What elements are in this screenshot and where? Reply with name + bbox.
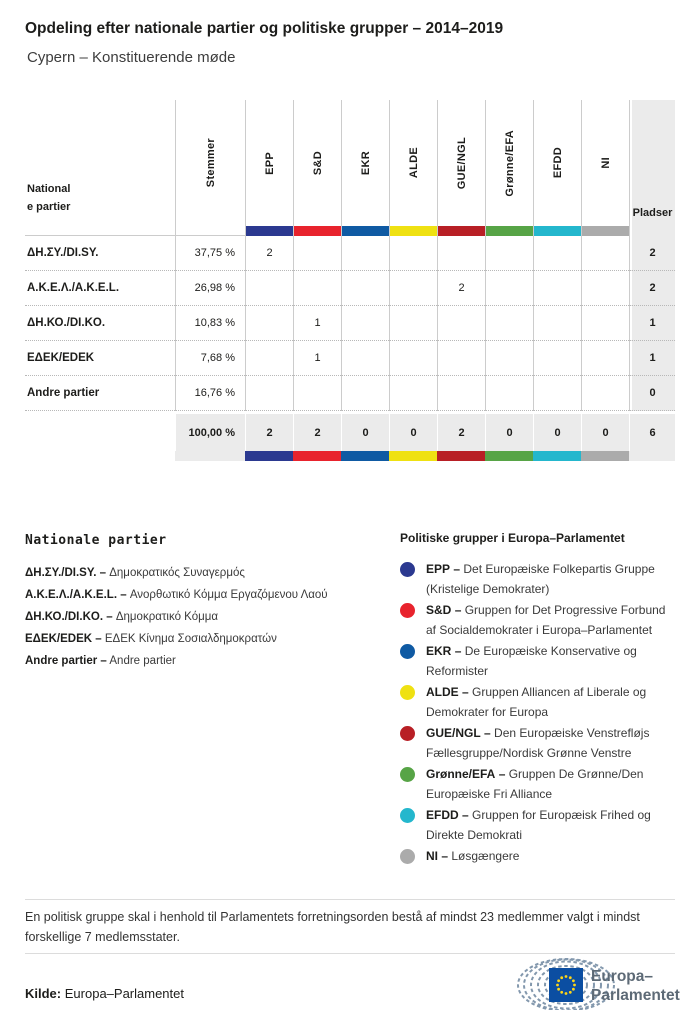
seats-cell bbox=[533, 376, 581, 411]
header-group-epp: EPP bbox=[245, 100, 293, 226]
seats-cell bbox=[341, 306, 389, 341]
header-underline bbox=[25, 226, 175, 236]
seats-cell bbox=[245, 341, 293, 376]
seats-cell bbox=[245, 306, 293, 341]
page-title: Opdeling efter nationale partier og politiske grupper – 2014–2019 bbox=[25, 20, 504, 37]
header-stemmer: Stemmer bbox=[175, 100, 245, 226]
legend-item: Grønne/EFA – Gruppen De Grønne/Den Europæiske Fri Alliance bbox=[400, 765, 678, 804]
totals-seats: 2 bbox=[437, 414, 485, 451]
header-group-alde: ALDE bbox=[389, 100, 437, 226]
group-color-bar-sd bbox=[293, 451, 341, 461]
eu-flag-icon bbox=[549, 968, 583, 1002]
group-color-bar-ni bbox=[581, 226, 629, 236]
seats-cell bbox=[341, 376, 389, 411]
seats-cell bbox=[485, 271, 533, 306]
european-parliament-logo bbox=[510, 958, 680, 1010]
divider bbox=[25, 899, 675, 900]
header-group-sd: S&D bbox=[293, 100, 341, 226]
header-group-ni: NI bbox=[581, 100, 629, 226]
seats-cell bbox=[293, 376, 341, 411]
header-national-parties: National e partier bbox=[27, 183, 71, 213]
source-value: Europa–Parlamentet bbox=[64, 986, 184, 1001]
legend-national-heading: Nationale partier bbox=[25, 533, 167, 548]
group-color-bar-sd bbox=[293, 226, 341, 236]
party-name: ΕΔΕΚ/EDEK bbox=[25, 341, 175, 376]
seats-cell bbox=[581, 341, 629, 376]
totals-seats: 0 bbox=[581, 414, 629, 451]
source-label: Kilde: bbox=[25, 986, 62, 1001]
legend-item: EKR – De Europæiske Konservative og Reformister bbox=[400, 642, 678, 681]
group-color-bar-greensefa bbox=[485, 226, 533, 236]
legend-item: S&D – Gruppen for Det Progressive Forbund af Socialdemokrater i Europa–Parlamentet bbox=[400, 601, 678, 640]
group-color-bar-ni bbox=[581, 451, 629, 461]
legend-item: NI – Løsgængere bbox=[400, 847, 678, 867]
results-table bbox=[25, 100, 675, 461]
color-dot-efdd bbox=[400, 808, 415, 823]
totals-seats: 0 bbox=[533, 414, 581, 451]
votes-cell: 26,98 % bbox=[175, 271, 245, 306]
totals-bar-right bbox=[629, 451, 675, 461]
group-color-bar-efdd bbox=[533, 451, 581, 461]
color-dot-guengl bbox=[400, 726, 415, 741]
seats-cell bbox=[533, 271, 581, 306]
seats-cell bbox=[437, 376, 485, 411]
seats-cell bbox=[581, 271, 629, 306]
header-underline bbox=[175, 226, 245, 236]
legend-national-parties bbox=[25, 533, 390, 672]
source-line bbox=[25, 986, 184, 1001]
color-dot-sd bbox=[400, 603, 415, 618]
seats-cell bbox=[485, 236, 533, 271]
total-seats-cell: 2 bbox=[629, 271, 675, 306]
seats-cell: 2 bbox=[245, 236, 293, 271]
spacer bbox=[25, 451, 175, 461]
group-color-bar-ekr bbox=[341, 226, 389, 236]
seats-cell bbox=[293, 236, 341, 271]
pladser-column-bg bbox=[629, 226, 675, 236]
seats-cell: 2 bbox=[437, 271, 485, 306]
seats-cell bbox=[437, 306, 485, 341]
votes-cell: 16,76 % bbox=[175, 376, 245, 411]
legend-groups-heading: Politiske grupper i Europa–Parlamentet bbox=[400, 531, 625, 545]
color-dot-ekr bbox=[400, 644, 415, 659]
seats-cell bbox=[389, 271, 437, 306]
color-dot-alde bbox=[400, 685, 415, 700]
header-group-efdd: EFDD bbox=[533, 100, 581, 226]
seats-cell bbox=[533, 341, 581, 376]
group-color-bar-efdd bbox=[533, 226, 581, 236]
seats-cell bbox=[389, 306, 437, 341]
page-subtitle: Cypern – Konstituerende møde bbox=[27, 49, 236, 66]
totals-seats: 0 bbox=[341, 414, 389, 451]
party-name: Andre partier bbox=[25, 376, 175, 411]
totals-votes: 100,00 % bbox=[175, 414, 245, 451]
header-pladser: Pladser bbox=[629, 100, 675, 226]
party-name: Α.Κ.Ε.Λ./A.K.E.L. bbox=[25, 271, 175, 306]
color-dot-greensefa bbox=[400, 767, 415, 782]
legend-item: EFDD – Gruppen for Europæisk Frihed og Direkte Demokrati bbox=[400, 806, 678, 845]
seats-cell: 1 bbox=[293, 341, 341, 376]
totals-seats: 0 bbox=[389, 414, 437, 451]
color-dot-epp bbox=[400, 562, 415, 577]
votes-cell: 37,75 % bbox=[175, 236, 245, 271]
legend-item: ALDE – Gruppen Alliancen af Liberale og Demokrater for Europa bbox=[400, 683, 678, 722]
totals-seats: 2 bbox=[293, 414, 341, 451]
group-color-bar-guengl bbox=[437, 226, 485, 236]
footnote: En politisk gruppe skal i henhold til Parlamentets forretningsorden bestå af mindst 23 medlemmer valgt i mindst forskellige 7 medlemsstater. bbox=[25, 910, 640, 944]
seats-cell bbox=[389, 341, 437, 376]
seats-cell: 1 bbox=[293, 306, 341, 341]
seats-cell bbox=[437, 236, 485, 271]
group-color-bar-alde bbox=[389, 451, 437, 461]
seats-cell bbox=[245, 376, 293, 411]
legend-item: ΔΗ.ΚΟ./DI.KO. – Δημοκρατικό Κόμμα bbox=[25, 611, 219, 623]
group-color-bar-greensefa bbox=[485, 451, 533, 461]
seats-cell bbox=[341, 236, 389, 271]
legend-political-groups bbox=[400, 531, 678, 869]
seats-cell bbox=[293, 271, 341, 306]
legend-item: Α.Κ.Ε.Λ./A.K.E.L. – Ανορθωτικό Κόμμα Εργαζόμενου Λαού bbox=[25, 589, 328, 601]
divider bbox=[25, 953, 675, 954]
seats-cell bbox=[389, 376, 437, 411]
seats-cell bbox=[485, 376, 533, 411]
header-group-guengl: GUE/NGL bbox=[437, 100, 485, 226]
votes-cell: 10,83 % bbox=[175, 306, 245, 341]
header-group-ekr: EKR bbox=[341, 100, 389, 226]
seats-cell bbox=[245, 271, 293, 306]
totals-bar-left bbox=[175, 451, 245, 461]
legend-item: EPP – Det Europæiske Folkepartis Gruppe (Kristelige Demokrater) bbox=[400, 560, 678, 599]
header-group-greensefa: Grønne/EFA bbox=[485, 100, 533, 226]
seats-cell bbox=[581, 376, 629, 411]
seats-cell bbox=[389, 236, 437, 271]
seats-cell bbox=[341, 271, 389, 306]
totals-seats: 0 bbox=[485, 414, 533, 451]
logo-text-line1: Europa– bbox=[591, 968, 654, 985]
seats-cell bbox=[485, 341, 533, 376]
total-seats-cell: 2 bbox=[629, 236, 675, 271]
seats-cell bbox=[533, 236, 581, 271]
group-color-bar-ekr bbox=[341, 451, 389, 461]
total-seats-cell: 1 bbox=[629, 306, 675, 341]
totals-seats: 2 bbox=[245, 414, 293, 451]
color-dot-ni bbox=[400, 849, 415, 864]
seats-cell bbox=[581, 236, 629, 271]
group-color-bar-alde bbox=[389, 226, 437, 236]
seats-cell bbox=[437, 341, 485, 376]
totals-pladser: 6 bbox=[629, 414, 675, 451]
logo-text-line2: Parlamentet bbox=[591, 987, 680, 1004]
group-color-bar-epp bbox=[245, 226, 293, 236]
total-seats-cell: 1 bbox=[629, 341, 675, 376]
totals-label-cell bbox=[25, 414, 175, 451]
legend-item: ΕΔΕΚ/EDEK – ΕΔΕΚ Κίνημα Σοσιαλδημοκρατών bbox=[25, 633, 277, 645]
party-name: ΔΗ.ΣΥ./DI.SY. bbox=[25, 236, 175, 271]
seats-cell bbox=[341, 341, 389, 376]
total-seats-cell: 0 bbox=[629, 376, 675, 411]
legend-item: ΔΗ.ΣΥ./DI.SY. – Δημοκρατικός Συναγερμός bbox=[25, 567, 245, 579]
legend-item: GUE/NGL – Den Europæiske Venstrefløjs Fællesgruppe/Nordisk Grønne Venstre bbox=[400, 724, 678, 763]
legend-item: Andre partier – Andre partier bbox=[25, 655, 176, 667]
group-color-bar-epp bbox=[245, 451, 293, 461]
group-color-bar-guengl bbox=[437, 451, 485, 461]
seats-cell bbox=[485, 306, 533, 341]
party-name: ΔΗ.ΚΟ./DI.KO. bbox=[25, 306, 175, 341]
votes-cell: 7,68 % bbox=[175, 341, 245, 376]
seats-cell bbox=[581, 306, 629, 341]
seats-cell bbox=[533, 306, 581, 341]
